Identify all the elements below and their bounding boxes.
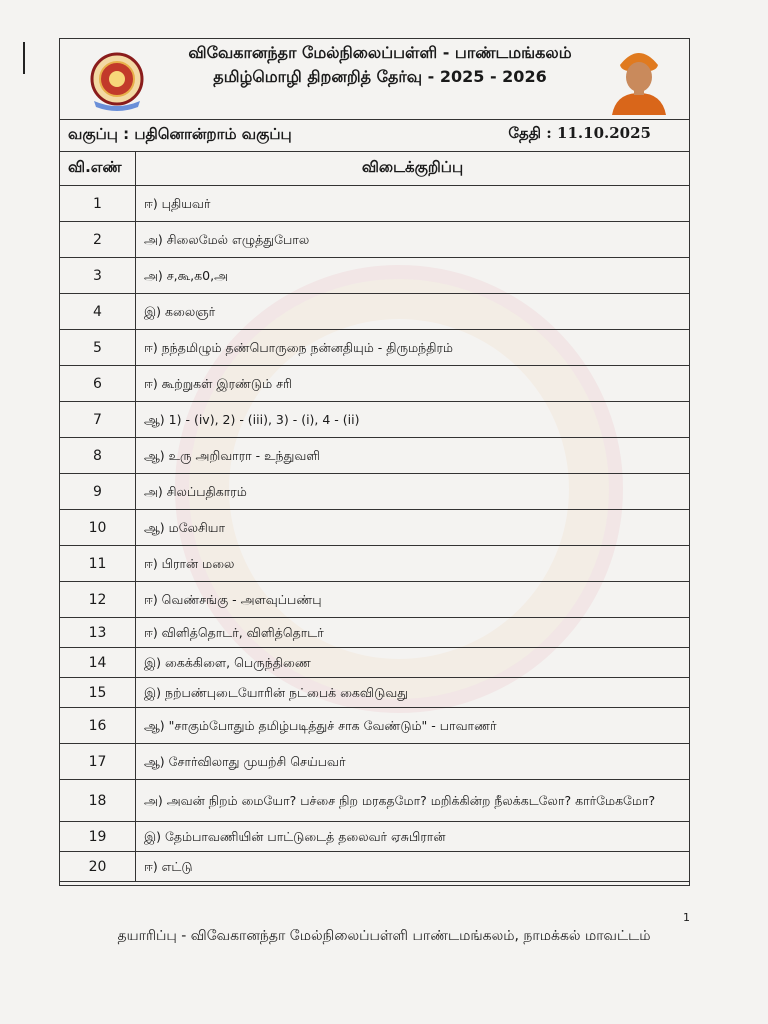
document-header bbox=[60, 39, 689, 120]
answer-text: ஈ) பிரான் மலை bbox=[136, 546, 690, 582]
answer-text: அ) சிலைமேல் எழுத்துபோல bbox=[136, 222, 690, 258]
footer-prepared-by: தயாரிப்பு - விவேகானந்தா மேல்நிலைப்பள்ளி பாண்டமங்கலம், நாமக்கல் மாவட்டம் bbox=[117, 928, 651, 944]
question-number: 16 bbox=[60, 708, 136, 744]
table-row bbox=[60, 258, 689, 294]
question-number: 12 bbox=[60, 582, 136, 618]
question-number: 14 bbox=[60, 648, 136, 678]
table-row bbox=[60, 366, 689, 402]
column-header-number: வி.எண் bbox=[60, 151, 136, 186]
answer-text: ஆ) "சாகும்போதும் தமிழ்படித்துச் சாக வேண்டும்" - பாவாணர் bbox=[136, 708, 690, 744]
class-label: வகுப்பு : பதினொன்றாம் வகுப்பு bbox=[68, 125, 292, 143]
question-number: 18 bbox=[60, 780, 136, 822]
table-row bbox=[60, 222, 689, 258]
answer-text: ஈ) விளித்தொடர், விளித்தொடர் bbox=[136, 618, 690, 648]
question-number: 11 bbox=[60, 546, 136, 582]
table-row bbox=[60, 780, 689, 822]
exam-name: தமிழ்மொழி திறனறித் தேர்வு - 2025 - 2026 bbox=[213, 67, 547, 86]
table-row bbox=[60, 330, 689, 366]
table-row bbox=[60, 474, 689, 510]
column-header-answer: விடைக்குறிப்பு bbox=[136, 151, 690, 186]
answer-text: அ) அவன் நிறம் மையோ? பச்சை நிற மரகதமோ? மறிக்கின்ற நீலக்கடலோ? கார்மேகமோ? bbox=[136, 780, 690, 822]
answer-text: ஆ) உரு அறிவாரா - உந்துவளி bbox=[136, 438, 690, 474]
table-row bbox=[60, 648, 689, 678]
question-number: 13 bbox=[60, 618, 136, 648]
answer-text: அ) சிலப்பதிகாரம் bbox=[136, 474, 690, 510]
answer-text: இ) கலைஞர் bbox=[136, 294, 690, 330]
question-number: 8 bbox=[60, 438, 136, 474]
answer-text: ஈ) வெண்சங்கு - அளவுப்பண்பு bbox=[136, 582, 690, 618]
answer-text: அ) ச,கூ,க0,அ bbox=[136, 258, 690, 294]
table-row bbox=[60, 402, 689, 438]
question-number: 3 bbox=[60, 258, 136, 294]
question-number: 19 bbox=[60, 822, 136, 852]
answer-text: ஈ) கூற்றுகள் இரண்டும் சரி bbox=[136, 366, 690, 402]
question-number: 9 bbox=[60, 474, 136, 510]
answer-text: ஆ) சோர்விலாது முயற்சி செய்பவர் bbox=[136, 744, 690, 780]
question-number: 20 bbox=[60, 852, 136, 882]
answer-key-table bbox=[60, 151, 689, 882]
question-number: 7 bbox=[60, 402, 136, 438]
page-number: 1 bbox=[683, 911, 690, 924]
table-row bbox=[60, 186, 689, 222]
table-row bbox=[60, 294, 689, 330]
table-row bbox=[60, 546, 689, 582]
table-row bbox=[60, 510, 689, 546]
table-row bbox=[60, 822, 689, 852]
table-row bbox=[60, 438, 689, 474]
answer-sheet bbox=[59, 38, 690, 886]
answer-text: இ) கைக்கிளை, பெருந்திணை bbox=[136, 648, 690, 678]
answer-text: ஈ) எட்டு bbox=[136, 852, 690, 882]
table-row bbox=[60, 744, 689, 780]
answer-text: இ) நற்பண்புடையோரின் நட்பைக் கைவிடுவது bbox=[136, 678, 690, 708]
question-number: 1 bbox=[60, 186, 136, 222]
answer-text: இ) தேம்பாவணியின் பாட்டுடைத் தலைவர் ஏசுபிரான் bbox=[136, 822, 690, 852]
question-number: 17 bbox=[60, 744, 136, 780]
class-date-row bbox=[60, 119, 689, 152]
date-label: தேதி : 11.10.2025 bbox=[508, 124, 651, 142]
question-number: 15 bbox=[60, 678, 136, 708]
table-row bbox=[60, 618, 689, 648]
margin-mark bbox=[23, 42, 25, 74]
school-name: விவேகானந்தா மேல்நிலைப்பள்ளி - பாண்டமங்கலம் bbox=[188, 43, 572, 62]
table-row bbox=[60, 852, 689, 882]
question-number: 10 bbox=[60, 510, 136, 546]
answer-text: ஈ) புதியவர் bbox=[136, 186, 690, 222]
swami-vivekananda-portrait-icon bbox=[606, 43, 672, 115]
question-number: 4 bbox=[60, 294, 136, 330]
table-row bbox=[60, 582, 689, 618]
answer-text: ஆ) மலேசியா bbox=[136, 510, 690, 546]
answer-text: ஈ) நந்தமிழும் தண்பொருநை நன்னதியும் - திருமந்திரம் bbox=[136, 330, 690, 366]
table-row bbox=[60, 708, 689, 744]
school-emblem-icon bbox=[86, 51, 148, 113]
table-row bbox=[60, 678, 689, 708]
question-number: 5 bbox=[60, 330, 136, 366]
table-header-row bbox=[60, 151, 689, 186]
question-number: 2 bbox=[60, 222, 136, 258]
answer-text: ஆ) 1) - (iv), 2) - (iii), 3) - (i), 4 - (ii) bbox=[136, 402, 690, 438]
question-number: 6 bbox=[60, 366, 136, 402]
